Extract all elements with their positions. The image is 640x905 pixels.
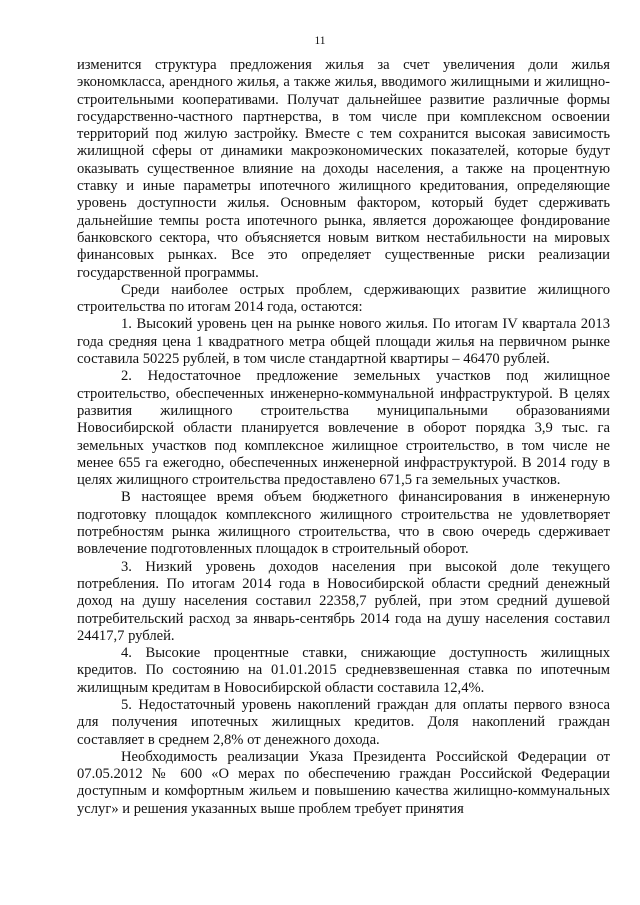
paragraph-problem-1: 1. Высокий уровень цен на рынке нового жилья. По итогам IV квартала 2013 года средняя цена 1 квадратного метра общей площади жилья на первичном рынке составила 50225 рублей, в том числе стандартной квартиры – 46470 рублей.	[77, 316, 610, 368]
paragraph-decree: Необходимость реализации Указа Президента Российской Федерации от 07.05.2012 № 600 «О мерах по обеспечению граждан Российской Федерации доступным и комфортным жильем и повышению качества жилищно-коммунальных услуг» и решения указанных выше проблем требует принятия	[77, 748, 610, 817]
paragraph-problem-5: 5. Недостаточный уровень накоплений граждан для оплаты первого взноса для получения ипотечных жилищных кредитов. Доля накоплений граждан составляет в среднем 2,8% от денежного дохода.	[77, 696, 610, 748]
paragraph-problem-3: 3. Низкий уровень доходов населения при высокой доле текущего потребления. По итогам 2014 года в Новосибирской области средний денежный доход на душу населения составил 22358,7 рублей, при этом средний душевой потребительский расход за январь-сентябрь 2014 года на душу населения составил 24417,7 рублей.	[77, 558, 610, 644]
paragraph-problem-4: 4. Высокие процентные ставки, снижающие доступность жилищных кредитов. По состоянию на 01.01.2015 средневзвешенная ставка по ипотечным жилищным кредитам в Новосибирской области составила 12,4%.	[77, 645, 610, 696]
paragraph-problems-intro: Среди наиболее острых проблем, сдерживающих развитие жилищного строительства по итогам 2014 года, остаются:	[77, 281, 610, 316]
paragraph-continuation: изменится структура предложения жилья за счет увеличения доли жилья экономкласса, арендного жилья, а также жилья, вводимого жилищными и жилищно-строительными кооперативами. Получат дальнейшее развитие различные формы государственно-частного партнерства, в том числе при комплексном освоении территорий под жилую застройку. Вместе с тем сохранится высокая зависимость жилищной сферы от динамики макроэкономических показателей, которые будут оказывать существенное влияние на доходы населения, а также на процентную ставку и иные параметры ипотечного жилищного кредитования, определяющие уровень доступности жилья. Основным фактором, который будет сдерживать дальнейшие темпы роста ипотечного рынка, является дорожающее фондирование банковского сектора, что объясняется новым витком нестабильности на мировых финансовых рынках. Все это определяет существенные риски реализации государственной программы.	[77, 57, 610, 281]
document-body	[77, 57, 610, 818]
page-number: 11	[314, 35, 326, 47]
paragraph-budget-financing: В настоящее время объем бюджетного финансирования в инженерную подготовку площадок комплексного жилищного строительства не удовлетворяет потребностям рынка жилищного строительства, что в свою очередь сдерживает вовлечение подготовленных площадок в строительный оборот.	[77, 489, 610, 558]
paragraph-problem-2: 2. Недостаточное предложение земельных участков под жилищное строительство, обеспеченных инженерно-коммунальной инфраструктурой. В целях развития жилищного строительства муниципальными образованиями Новосибирской области планируется вовлечение в оборот порядка 3,9 тыс. га земельных участков под комплексное жилищное строительство, в том числе не менее 655 га ежегодно, обеспеченных инженерной инфраструктурой. В 2014 году в целях жилищного строительства предоставлено 671,5 га земельных участков.	[77, 368, 610, 489]
